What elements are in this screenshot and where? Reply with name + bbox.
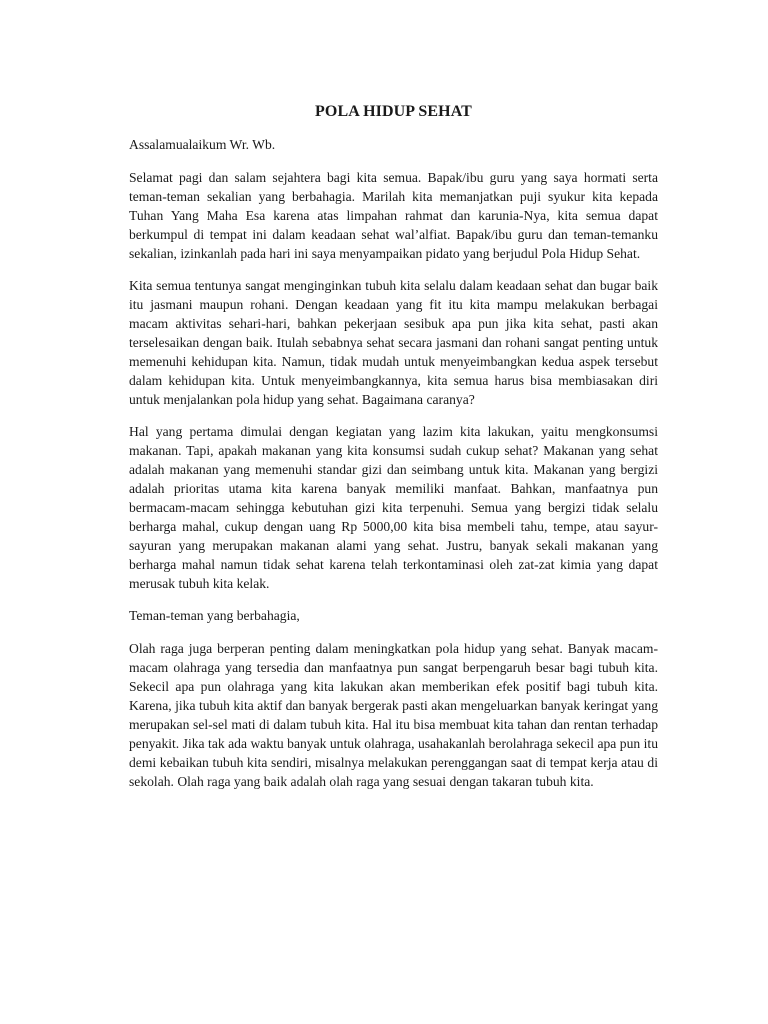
address-paragraph: Teman-teman yang berbahagia,	[129, 608, 300, 623]
greeting-paragraph: Assalamualaikum Wr. Wb.	[129, 137, 276, 152]
opening-paragraph: Selamat pagi dan salam sejahtera bagi kita semua. Bapak/ibu guru yang saya hormati serta teman-teman sekalian yang berbahagia. Marilah kita memanjatkan puji syukur kita kepada Tuhan Yang Maha Esa karena atas limpahan rahmat dan karunia-Nya, kita semua dapat berkumpul di tempat ini dalam keadaan sehat wal’alfiat. Bapak/ibu guru dan teman-temanku sekalian, izinkanlah pada hari ini saya menyampaikan pidato yang berjudul Pola Hidup Sehat.	[129, 170, 658, 261]
body-paragraph-food: Hal yang pertama dimulai dengan kegiatan yang lazim kita lakukan, yaitu mengkonsumsi makanan. Tapi, apakah makanan yang kita konsumsi sudah cukup sehat? Makanan yang sehat adalah makanan yang memenuhi standar gizi dan seimbang untuk kita. Makanan yang bergizi adalah prioritas utama kita karena banyak memiliki manfaat. Bahkan, manfaatnya pun bermacam-macam sehingga kebutuhan gizi kita terpenuhi. Semua yang bergizi tidak selalu berharga mahal, cukup dengan uang Rp 5000,00 kita bisa membeli tahu, tempe, atau sayur-sayuran yang merupakan makanan alami yang sehat. Justru, banyak sekali makanan yang berharga mahal namun tidak sehat karena telah terkontaminasi oleh zat-zat kimia yang dapat merusak tubuh kita kelak.	[129, 424, 658, 591]
document-title: POLA HIDUP SEHAT	[315, 103, 472, 120]
body-paragraph-exercise: Olah raga juga berperan penting dalam meningkatkan pola hidup yang sehat. Banyak macam-macam olahraga yang tersedia dan manfaatnya pun sangat berpengaruh besar bagi tubuh kita. Sekecil apa pun olahraga yang kita lakukan akan memberikan efek positif bagi tubuh kita. Karena, jika tubuh kita aktif dan banyak bergerak pasti akan mengeluarkan banyak keringat yang merupakan sel-sel mati di dalam tubuh kita. Hal itu bisa membuat kita tahan dan rentan terhadap penyakit. Jika tak ada waktu banyak untuk olahraga, usahakanlah berolahraga sekecil apa pun itu demi kebaikan tubuh kita sendiri, misalnya melakukan perenggangan saat di tempat kerja atau di sekolah. Olah raga yang baik adalah olah raga yang sesuai dengan takaran tubuh kita.	[129, 641, 658, 789]
document-page	[129, 102, 658, 804]
body-paragraph-health: Kita semua tentunya sangat menginginkan tubuh kita selalu dalam keadaan sehat dan bugar baik itu jasmani maupun rohani. Dengan keadaan yang fit itu kita mampu melakukan berbagai macam aktivitas sehari-hari, bahkan pekerjaan sesibuk apa pun jika kita sehat, pasti akan terselesaikan dengan baik. Itulah sebabnya sehat secara jasmani dan rohani sangat penting untuk memenuhi kehidupan kita. Namun, tidak mudah untuk menyeimbangkan kedua aspek tersebut dalam kehidupan kita. Untuk menyeimbangkannya, kita semua harus bisa membiasakan diri untuk menjalankan pola hidup yang sehat. Bagaimana caranya?	[129, 278, 658, 407]
